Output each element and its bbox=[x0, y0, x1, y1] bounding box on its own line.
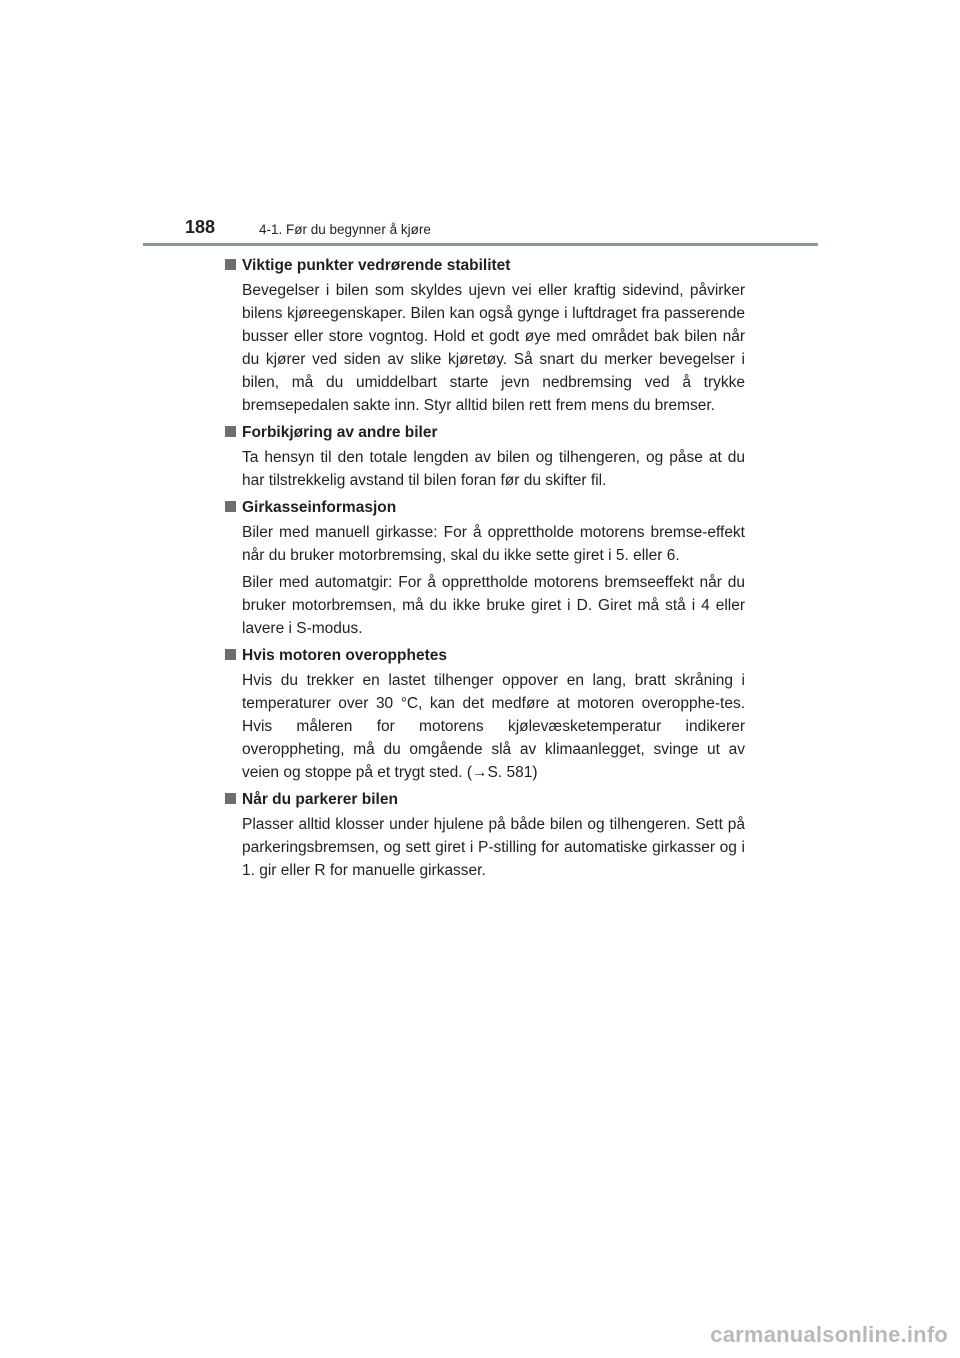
square-bullet-icon bbox=[225, 259, 236, 270]
section-heading bbox=[225, 421, 745, 444]
paragraph: Bevegelser i bilen som skyldes ujevn vei eller kraftig sidevind, påvirker bilens kjøreegenskaper. Bilen kan også gynge i luftdraget fra passerende busser eller store vogntog. Hold et godt øye med området bak bilen når du kjører ved siden av slike kjøretøy. Så snart du merker bevegelser i bilen, må du umiddelbart starte jevn nedbremsing ved å trykke bremsepedalen sakte inn. Styr alltid bilen rett frem mens du bremser. bbox=[242, 282, 745, 414]
square-bullet-icon bbox=[225, 501, 236, 512]
paragraph: Biler med manuell girkasse: For å opprettholde motorens bremse-effekt når du bruker motorbremsing, skal du ikke sette giret i 5. eller 6. bbox=[242, 524, 745, 564]
header-rule bbox=[143, 243, 818, 246]
section-heading-text: Hvis motoren overopphetes bbox=[242, 647, 447, 664]
section-overheating bbox=[225, 644, 745, 784]
section-heading bbox=[225, 254, 745, 277]
section-heading-text: Viktige punkter vedrørende stabilitet bbox=[242, 257, 511, 274]
content bbox=[225, 254, 745, 886]
section-heading bbox=[225, 496, 745, 519]
section-transmission bbox=[225, 496, 745, 640]
section-parking bbox=[225, 788, 745, 882]
paragraph: Hvis du trekker en lastet tilhenger oppover en lang, bratt skråning i temperaturer over 30 °C, kan det medføre at motoren overopphe-tes. Hvis måleren for motorens kjølevæsketemperatur indikerer overoppheting, må du omgående slå av klimaanlegget, svinge ut av veien og stoppe på et trygt sted. (→S. 581) bbox=[242, 672, 745, 781]
section-heading-text: Forbikjøring av andre biler bbox=[242, 424, 438, 441]
watermark: carmanualsonline.info bbox=[710, 1322, 948, 1347]
square-bullet-icon bbox=[225, 793, 236, 804]
page-number: 188 bbox=[185, 217, 216, 237]
section-heading bbox=[225, 788, 745, 811]
section-overtaking bbox=[225, 421, 745, 492]
section-heading-text: Girkasseinformasjon bbox=[242, 499, 397, 516]
section-heading bbox=[225, 644, 745, 667]
section-stability bbox=[225, 254, 745, 417]
paragraph: Biler med automatgir: For å opprettholde motorens bremseeffekt når du bruker motorbremsen, må du ikke bruke giret i D. Giret må stå i 4 eller lavere i S-modus. bbox=[242, 574, 745, 637]
square-bullet-icon bbox=[225, 426, 236, 437]
paragraph: Ta hensyn til den totale lengden av bilen og tilhengeren, og påse at du har tilstrekkelig avstand til bilen foran før du skifter fil. bbox=[242, 449, 745, 489]
paragraph: Plasser alltid klosser under hjulene på både bilen og tilhengeren. Sett på parkeringsbremsen, og sett giret i P-stilling for automatiske girkasser og i 1. gir eller R for manuelle girkasser. bbox=[242, 816, 745, 879]
square-bullet-icon bbox=[225, 649, 236, 660]
chapter-title: 4-1. Før du begynner å kjøre bbox=[259, 222, 431, 237]
section-heading-text: Når du parkerer bilen bbox=[242, 791, 398, 808]
